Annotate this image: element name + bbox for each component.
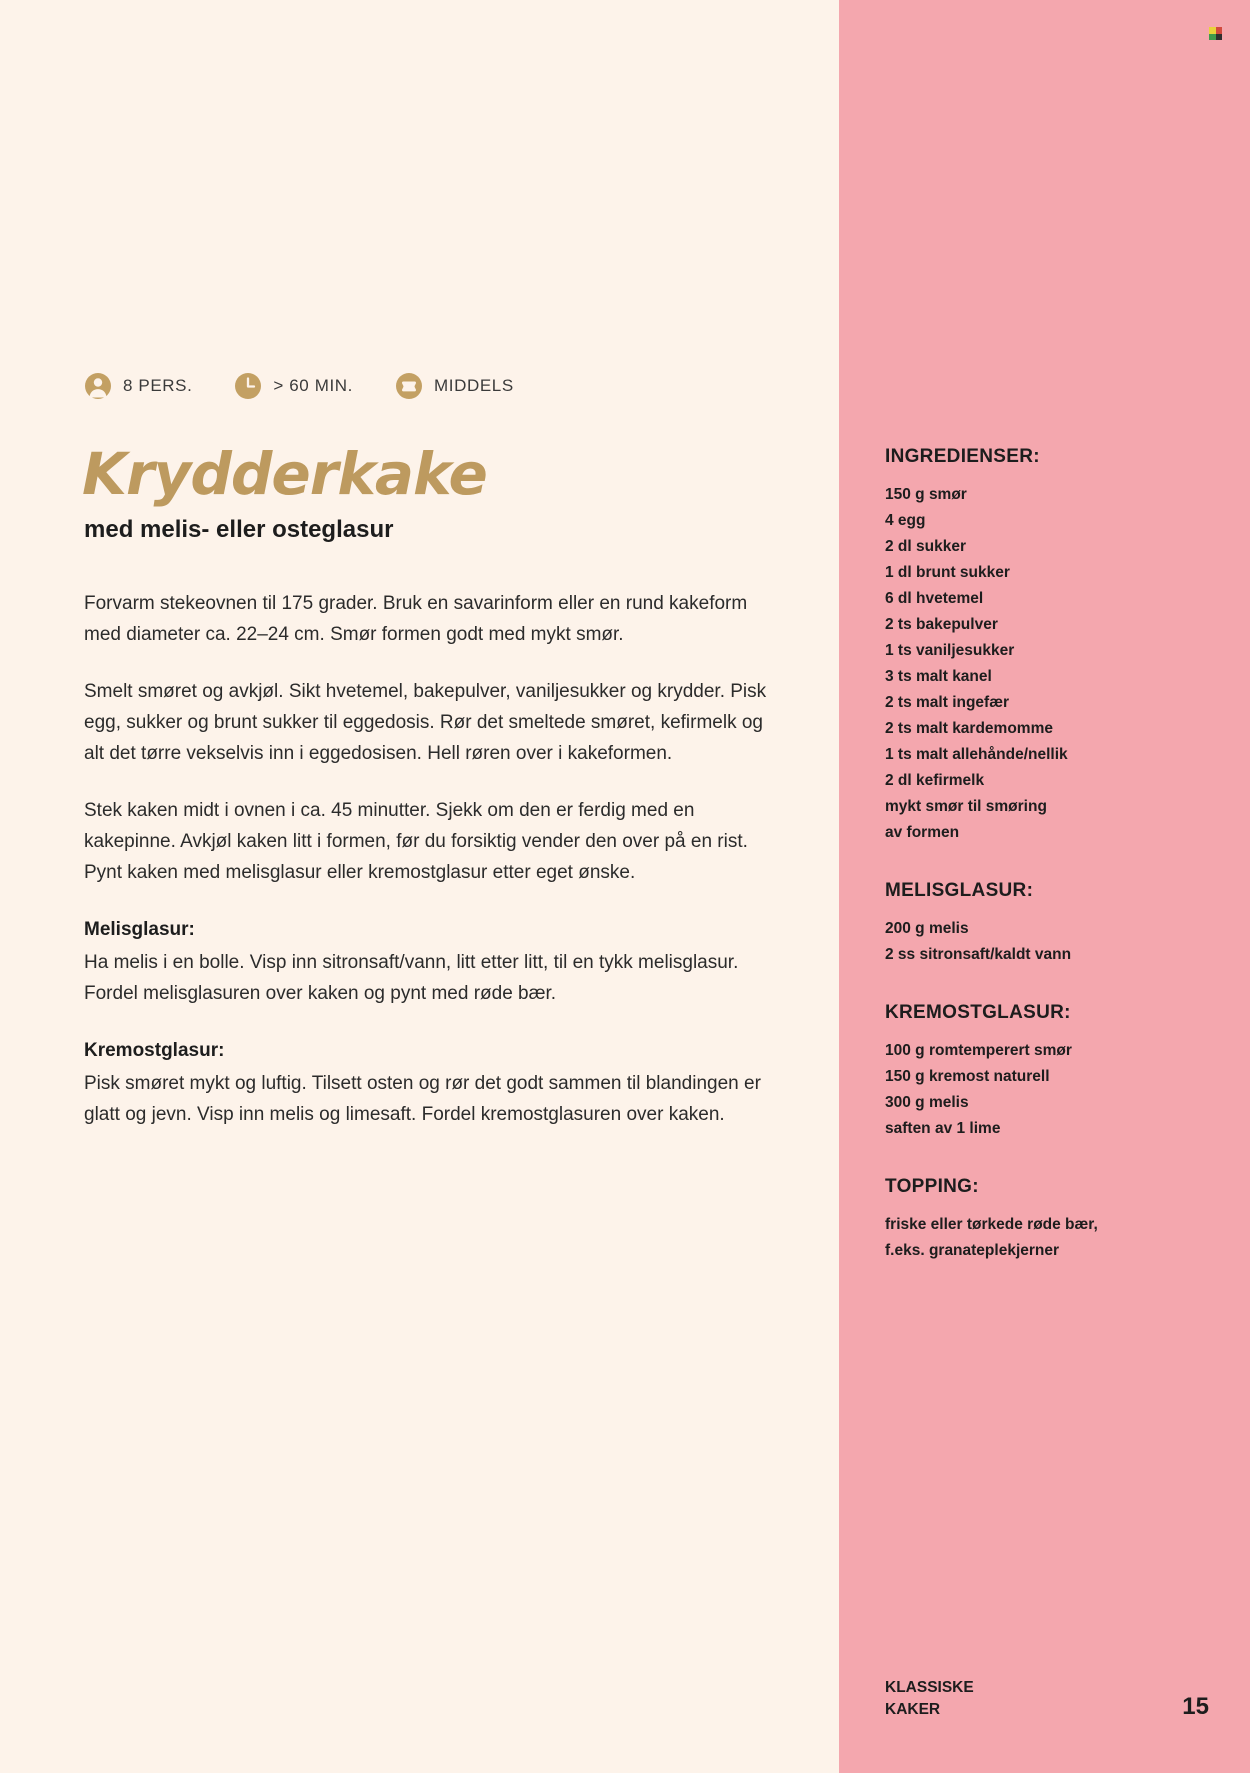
list-item: 200 g melis — [885, 920, 969, 937]
instruction-paragraph: Forvarm stekeovnen til 175 grader. Bruk en savarinform eller en rund kakeform med diameter ca. 22–24 cm. Smør formen godt med mykt smør. — [84, 593, 748, 645]
meta-difficulty-label: MIDDELS — [433, 376, 514, 395]
section-text-melisglasur: Ha melis i en bolle. Visp inn sitronsaft/vann, litt etter litt, til en tykk melisglasur. Fordel melisglasuren over kaken og pynt med røde bær. — [84, 952, 739, 1004]
meta-servings-label: 8 PERS. — [123, 376, 193, 395]
section-heading-melisglasur: Melisglasur: — [84, 919, 195, 940]
list-item: 1 dl brunt sukker — [885, 564, 1010, 581]
kremostglasur-list — [885, 1038, 1215, 1142]
topping-heading: TOPPING: — [885, 1176, 979, 1197]
instruction-paragraph: Smelt smøret og avkjøl. Sikt hvetemel, bakepulver, vaniljesukker og krydder. Pisk egg, sukker og brunt sukker til eggedosis. Rør det smeltede smøret, kefirmelk og alt det tørre vekselvis inn i eggedosisen. Hell røren over i kakeformen. — [84, 681, 767, 764]
topping-list — [885, 1212, 1215, 1264]
melisglasur-heading: MELISGLASUR: — [885, 880, 1034, 901]
chapter-line-1: KLASSISKE — [885, 1679, 974, 1696]
color-registration-mark — [1209, 27, 1222, 40]
list-item: 150 g smør — [885, 486, 967, 503]
list-item: av formen — [885, 824, 960, 841]
meta-servings — [84, 372, 192, 400]
ingredients-content — [885, 446, 1215, 1264]
page-subtitle: med melis- eller osteglasur — [84, 516, 394, 543]
servings-icon — [84, 372, 112, 400]
list-item: friske eller tørkede røde bær, — [885, 1216, 1098, 1233]
list-item: 1 ts vaniljesukker — [885, 642, 1015, 659]
ingredients-heading: INGREDIENSER: — [885, 446, 1040, 467]
melisglasur-list — [885, 916, 1215, 968]
meta-time — [234, 372, 353, 400]
recipe-instructions — [84, 588, 774, 1156]
list-item: saften av 1 lime — [885, 1120, 1001, 1137]
ingredients-list — [885, 482, 1215, 846]
page-title: Krydderkake — [82, 440, 487, 508]
list-item: 100 g romtemperert smør — [885, 1042, 1072, 1059]
chapter-footer — [885, 1677, 974, 1721]
list-item: 2 dl kefirmelk — [885, 772, 985, 789]
instruction-paragraph: Stek kaken midt i ovnen i ca. 45 minutter. Sjekk om den er ferdig med en kakepinne. Avkjøl kaken litt i formen, før du forsiktig vender den over på en rist. Pynt kaken med melisglasur eller kremostglasur etter eget ønske. — [84, 800, 748, 883]
list-item: 4 egg — [885, 512, 926, 529]
list-item: 300 g melis — [885, 1094, 969, 1111]
list-item: 6 dl hvetemel — [885, 590, 984, 607]
ingredients-panel — [839, 0, 1250, 1773]
clock-icon — [234, 372, 262, 400]
list-item: 2 ss sitronsaft/kaldt vann — [885, 946, 1072, 963]
list-item: f.eks. granateplekjerner — [885, 1242, 1060, 1259]
meta-time-label: > 60 MIN. — [273, 376, 353, 395]
meta-difficulty — [395, 372, 514, 400]
list-item: 2 ts malt ingefær — [885, 694, 1010, 711]
chapter-line-2: KAKER — [885, 1701, 941, 1718]
recipe-meta-row — [84, 372, 556, 400]
list-item: 1 ts malt allehånde/nellik — [885, 746, 1068, 763]
list-item: 2 ts bakepulver — [885, 616, 998, 633]
section-heading-kremostglasur: Kremostglasur: — [84, 1040, 225, 1061]
list-item: mykt smør til smøring — [885, 798, 1047, 815]
page-number: 15 — [1182, 1693, 1209, 1720]
list-item: 150 g kremost naturell — [885, 1068, 1050, 1085]
list-item: 2 ts malt kardemomme — [885, 720, 1053, 737]
mark-quadrant-black — [1216, 34, 1223, 41]
difficulty-icon — [395, 372, 423, 400]
kremostglasur-heading: KREMOSTGLASUR: — [885, 1002, 1071, 1023]
section-text-kremostglasur: Pisk smøret mykt og luftig. Tilsett osten og rør det godt sammen til blandingen er glatt og jevn. Visp inn melis og limesaft. Fordel kremostglasuren over kaken. — [84, 1073, 761, 1125]
list-item: 2 dl sukker — [885, 538, 966, 555]
list-item: 3 ts malt kanel — [885, 668, 992, 685]
